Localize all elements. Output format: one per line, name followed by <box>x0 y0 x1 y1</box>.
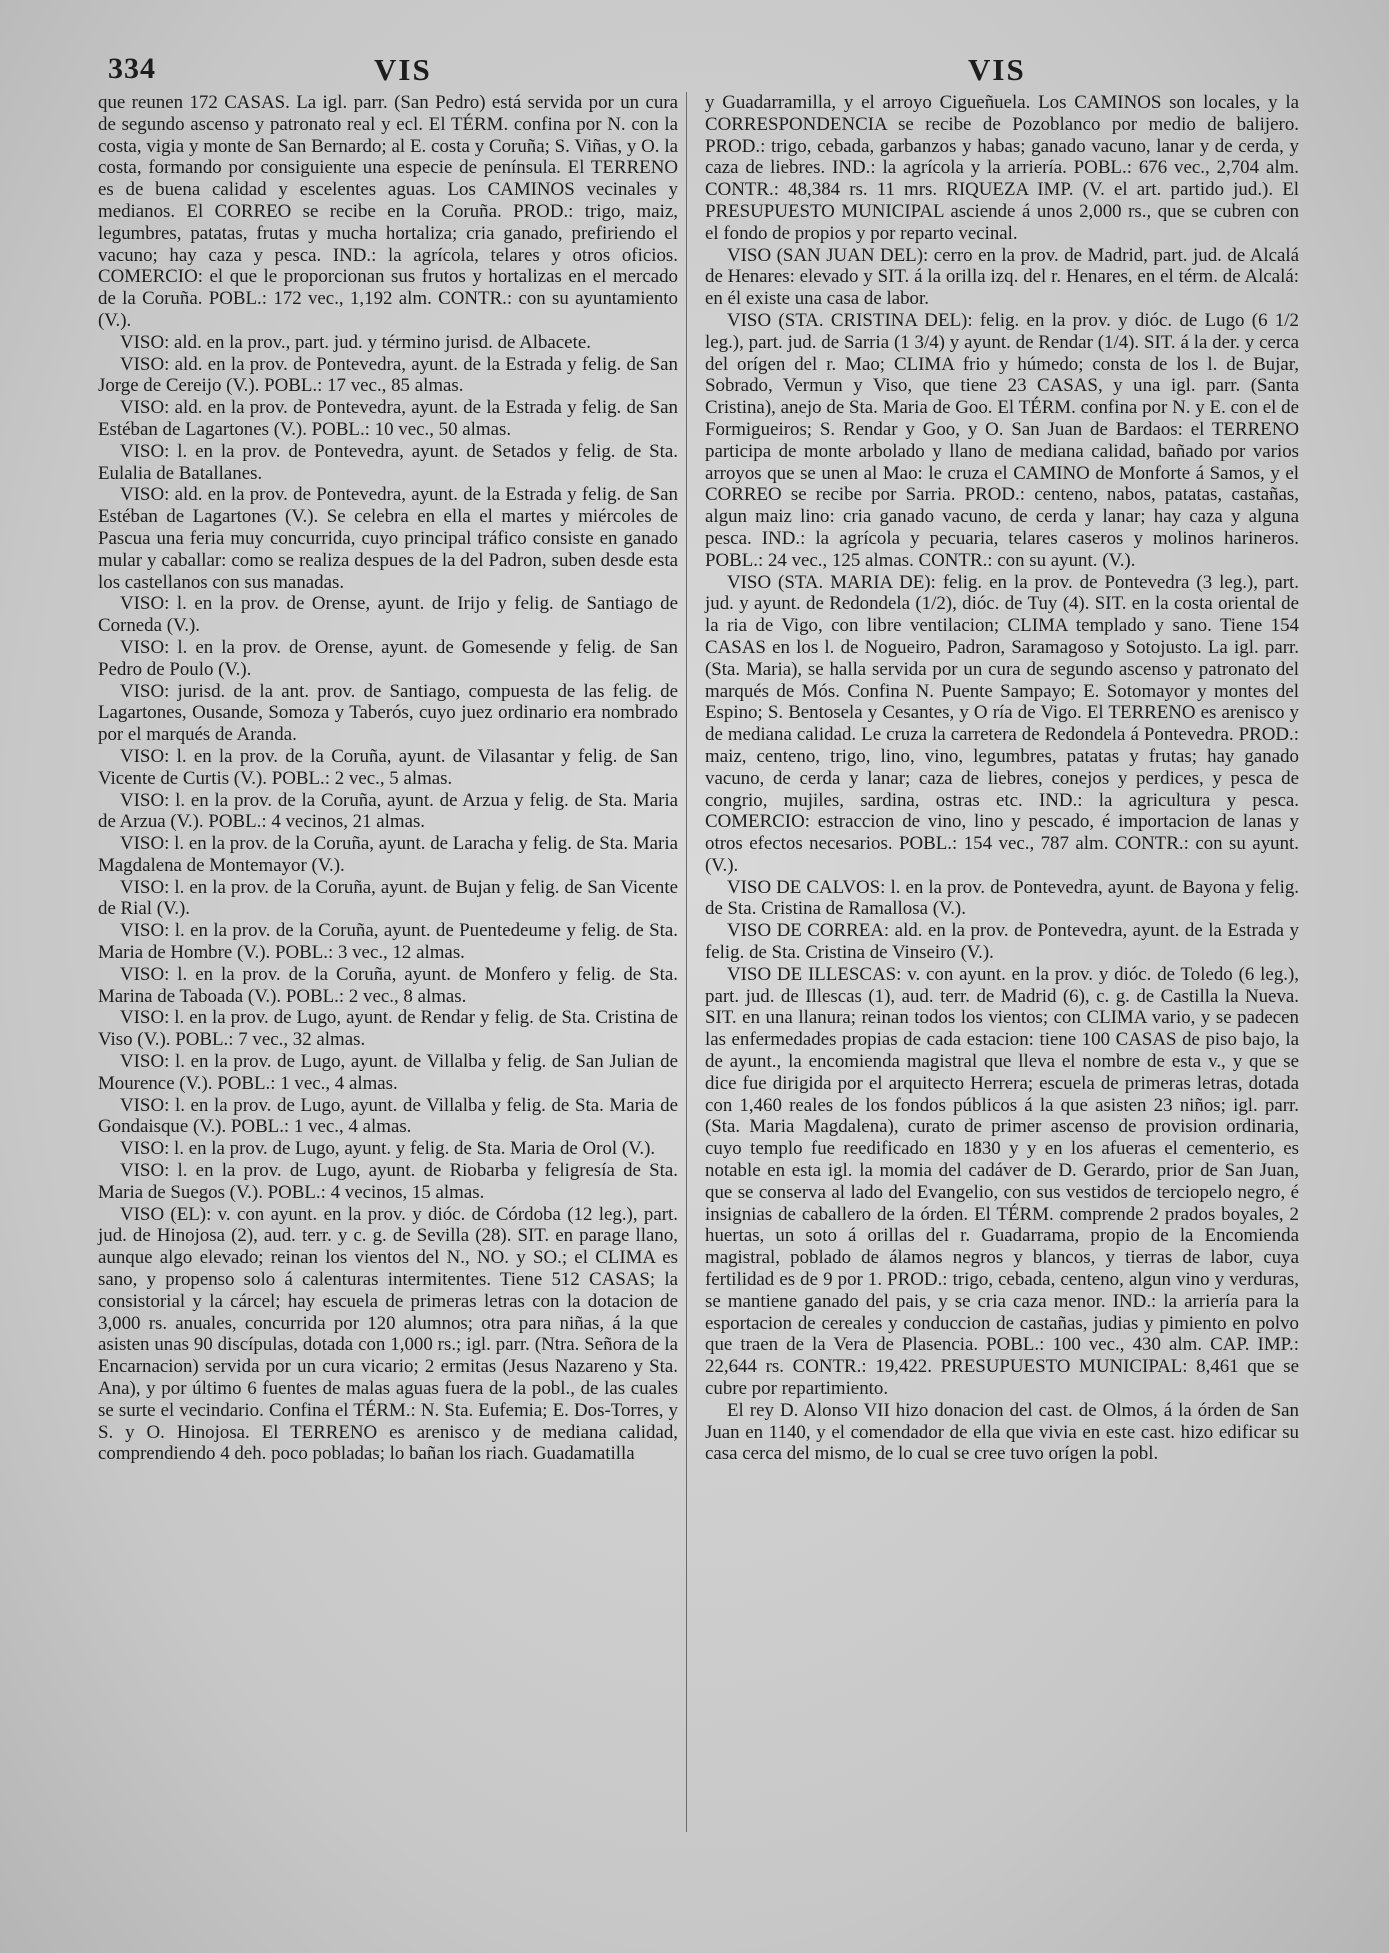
entry: VISO DE ILLESCAS: v. con ayunt. en la prov. y dióc. de Toledo (6 leg.), part. jud. de Illescas (1), aud. terr. de Madrid (6), c. g. de Castilla la Nueva. SIT. en una llanura; reinan todos los vientos; con CLIMA vario, y se padecen las enfermedades propias de cada estacion: tiene 100 CASAS de piso bajo, la de ayunt., la encomienda magistral que lleva el nombre de esta v., y que se dice fue dirigida por el arquitecto Herrera; escuela de primeras letras, dotada con 1,460 reales de los fondos públicos á la que asisten 23 niños; igl. parr. (Sta. Maria Magdalena), curato de primer ascenso de provision ordinaria, cuyo templo fue reedificado en 1830 y y en los afueras el cementerio, es notable en esta igl. la momia del cadáver de D. Gerardo, prior de San Juan, que se conserva al lado del Evangelio, con sus vestidos de terciopelo negro, é insignias de caballero de la órden. El TÉRM. comprende 2 prados boyales, 2 huertas, un soto á orillas del r. Guadarrama, propio de la Encomienda magistral, poblado de álamos negros y blancos, y tierras de labor, cuya fertilidad es de 9 por 1. PROD.: trigo, cebada, centeno, algun vino y verduras, se mantiene ganado del pais, y se cria caza menor. IND.: la arriería para la esportacion de cereales y conduccion de castañas, judias y pimiento en polvo que traen de la Vera de Plasencia. POBL.: 100 vec., 430 alm. CAP. IMP.: 22,644 rs. CONTR.: 19,422. PRESUPUESTO MUNICIPAL: 8,461 que se cubre por repartimiento. <box>705 963 1299 1400</box>
entry: VISO: jurisd. de la ant. prov. de Santiago, compuesta de las felig. de Lagartones, Ousande, Somoza y Taberós, cuyo juez ordinario era nombrado por el marqués de Aranda. <box>98 680 678 746</box>
entry: VISO: ald. en la prov. de Pontevedra, ayunt. de la Estrada y felig. de San Estéban de Lagartones (V.). Se celebra en ella el martes y miércoles de Pascua una feria muy concurrida, cuyo principal tráfico consiste en ganado mular y caballar: como se realiza despues de la del Padron, suben desde esta los castellanos con sus manadas. <box>98 484 678 593</box>
right-column <box>705 92 1299 1465</box>
entry: VISO: l. en la prov. de Lugo, ayunt. de Rendar y felig. de Sta. Cristina de Viso (V.). POBL.: 7 vec., 32 almas. <box>98 1007 678 1051</box>
entry: VISO: l. en la prov. de Lugo, ayunt. de Riobarba y feligresía de Sta. Maria de Suegos (V.). POBL.: 4 vecinos, 15 almas. <box>98 1160 678 1203</box>
page-header <box>0 52 1389 92</box>
running-head-right: VIS <box>968 52 1026 87</box>
entry: VISO: l. en la prov. de Pontevedra, ayunt. de Setados y felig. de Sta. Eulalia de Batallanes. <box>98 440 678 484</box>
entry: VISO (STA. MARIA DE): felig. en la prov. de Pontevedra (3 leg.), part. jud. y ayunt. de Redondela (1/2), dióc. de Tuy (4). SIT. en la costa oriental de la ria de Vigo, con libre ventilacion; CLIMA templado y sano. Tiene 154 CASAS en los l. de Nogueiro, Padron, Saramagoso y Sotojusto. La igl. parr. (Sta. Maria), se halla servida por un cura de segundo ascenso y patronato del marqués de Mós. Confina N. Puente Sampayo; E. Sotomayor y montes del Espino; S. Bentosela y Cesantes, y O ría de Vigo. El TERRENO es arenisco y de mediana calidad. Le cruza la carretera de Redondela á Pontevedra. PROD.: maiz, centeno, trigo, lino, vino, legumbres, patatas y frutas; hay ganado vacuno, de cerda y lanar; caza de liebres, conejos y perdices, y pesca de congrio, mujiles, sardina, ostras etc. IND.: la agricultura y pesca. COMERCIO: estraccion de vino, lino y pescado, é importacion de lanas y otros efectos necesarios. POBL.: 154 vec., 787 alm. CONTR.: con su ayunt. (V.). <box>705 571 1299 876</box>
entry: VISO: ald. en la prov. de Pontevedra, ayunt. de la Estrada y felig. de San Estéban de Lagartones (V.). POBL.: 10 vec., 50 almas. <box>98 397 678 440</box>
entry: VISO: l. en la prov. de la Coruña, ayunt. de Vilasantar y felig. de San Vicente de Curtis (V.). POBL.: 2 vec., 5 almas. <box>98 745 678 789</box>
entry: VISO: l. en la prov. de la Coruña, ayunt. de Monfero y felig. de Sta. Marina de Taboada (V.). POBL.: 2 vec., 8 almas. <box>98 963 678 1007</box>
entry: VISO: l. en la prov. de la Coruña, ayunt. de Laracha y felig. de Sta. Maria Magdalena de Montemayor (V.). <box>98 833 678 876</box>
entry: VISO DE CORREA: ald. en la prov. de Pontevedra, ayunt. de la Estrada y felig. de Sta. Cristina de Vinseiro (V.). <box>705 920 1299 964</box>
column-divider <box>686 92 687 1832</box>
entry: VISO: l. en la prov. de la Coruña, ayunt. de Arzua y felig. de Sta. Maria de Arzua (V.). POBL.: 4 vecinos, 21 almas. <box>98 789 678 833</box>
left-column <box>98 92 678 1465</box>
entry: VISO (STA. CRISTINA DEL): felig. en la prov. y dióc. de Lugo (6 1/2 leg.), part. jud. de Sarria (1 3/4) y ayunt. de Rendar (1/4). SIT. á la der. y cerca del orígen del r. Mao; CLIMA frio y húmedo; consta de los l. de Bujar, Sobrado, Vermun y Viso, que tiene 23 CASAS, y una igl. parr. (Santa Cristina), anejo de Sta. Maria de Goo. El TÉRM. confina por N. y E. con el de Formigueiros; S. Rendar y Goo, y O. San Juan de Bardaos: el TERRENO participa de monte arbolado y llano de mediana calidad, bañado por varios arroyos que se unen al Mao: le cruza el CAMINO de Monforte á Samos, y el CORREO se recibe por Sarria. PROD.: centeno, nabos, patatas, castañas, algun maiz lino: cria ganado vacuno, de cerda y lanar; hay caza y alguna pesca. IND.: la agrícola y pecuaria, telares caseros y molinos harineros. POBL.: 24 vec., 125 almas. CONTR.: con su ayunt. (V.). <box>705 309 1299 571</box>
entry: VISO: l. en la prov. de la Coruña, ayunt. de Puentedeume y felig. de Sta. Maria de Hombre (V.). POBL.: 3 vec., 12 almas. <box>98 920 678 964</box>
entry: VISO: l. en la prov. de Lugo, ayunt. y felig. de Sta. Maria de Orol (V.). <box>120 1138 656 1160</box>
entry-continuation: y Guadarramilla, y el arroyo Cigueñuela. Los CAMINOS son locales, y la CORRESPONDENCIA se recibe de Pozoblanco por medio de balijero. PROD.: trigo, cebada, garbanzos y habas; ganado vacuno, lanar y de cerda, y caza de liebres. IND.: la agrícola y la arriería. POBL.: 676 vec., 2,704 alm. CONTR.: 48,384 rs. 11 mrs. RIQUEZA IMP. (V. el art. partido jud.). El PRESUPUESTO MUNICIPAL asciende á unos 2,000 rs., que se cubren con el fondo de propios y por reparto vecinal. <box>705 92 1299 244</box>
entry-continuation: que reunen 172 CASAS. La igl. parr. (San Pedro) está servida por un cura de segundo ascenso y patronato real y ecl. El TÉRM. confina por N. con la costa, vigia y monte de San Bernardo; al E. costa y Coruña; S. Viñas, y O. la costa, formando por consiguiente una especie de península. El TERRENO es de buena calidad y escelentes aguas. Los CAMINOS vecinales y medianos. El CORREO se recibe en la Coruña. PROD.: trigo, maiz, legumbres, patatas, frutas y mucha hortaliza; cria ganado, prefiriendo el vacuno; hay caza y pesca. IND.: la agrícola, telares y otros oficios. COMERCIO: el que le proporcionan sus frutos y hortalizas en el mercado de la Coruña. POBL.: 172 vec., 1,192 alm. CONTR.: con su ayuntamiento (V.). <box>98 92 678 331</box>
entry: VISO: l. en la prov. de Lugo, ayunt. de Villalba y felig. de Sta. Maria de Gondaisque (V.). POBL.: 1 vec., 4 almas. <box>98 1094 678 1138</box>
entry: VISO (EL): v. con ayunt. en la prov. y dióc. de Córdoba (12 leg.), part. jud. de Hinojosa (2), aud. terr. y c. g. de Sevilla (28). SIT. en parage llano, aunque algo elevado; reinan los vientos del N., NO. y SO.; el CLIMA es sano, y propenso solo á calenturas intermitentes. Tiene 512 CASAS; la consistorial y la cárcel; hay escuela de primeras letras con la dotacion de 3,000 rs. anuales, concurrida por 120 alumnos; otra para niñas, á la que asisten unas 90 discípulas, dotada con 1,000 rs.; igl. parr. (Ntra. Señora de la Encarnacion) servida por un cura vicario; 2 ermitas (Jesus Nazareno y Sta. Ana), y por último 6 fuentes de malas aguas fuera de la pobl., de las cuales se surte el vecindario. Confina el TÉRM.: N. Sta. Eufemia; E. Dos-Torres, y S. y O. Hinojosa. El TERRENO es arenisco y de mediana calidad, comprendiendo 4 deh. poco pobladas; lo bañan los riach. Guadamatilla <box>98 1203 678 1465</box>
entry: VISO (SAN JUAN DEL): cerro en la prov. de Madrid, part. jud. de Alcalá de Henares: elevado y SIT. á la orilla izq. del r. Henares, en el térm. de Alcalá: en él existe una casa de labor. <box>705 244 1299 310</box>
entry: VISO: ald. en la prov., part. jud. y término jurisd. de Albacete. <box>120 331 591 353</box>
entry: VISO: l. en la prov. de Lugo, ayunt. de Villalba y felig. de San Julian de Mourence (V.). POBL.: 1 vec., 4 almas. <box>98 1051 678 1094</box>
entry: VISO: l. en la prov. de Orense, ayunt. de Gomesende y felig. de San Pedro de Poulo (V.). <box>98 636 678 680</box>
page-number: 334 <box>108 52 156 85</box>
entry: VISO: l. en la prov. de Orense, ayunt. de Irijo y felig. de Santiago de Corneda (V.). <box>98 593 678 637</box>
entry: VISO DE CALVOS: l. en la prov. de Pontevedra, ayunt. de Bayona y felig. de Sta. Cristina de Ramallosa (V.). <box>705 876 1299 920</box>
running-head-left: VIS <box>374 52 432 87</box>
entry: El rey D. Alonso VII hizo donacion del cast. de Olmos, á la órden de San Juan en 1140, y el comendador de ella que vivia en este cast. hizo edificar su casa cerca del mismo, de lo cual se cree tuvo orígen la pobl. <box>705 1399 1299 1465</box>
entry: VISO: ald. en la prov. de Pontevedra, ayunt. de la Estrada y felig. de San Jorge de Cereijo (V.). POBL.: 17 vec., 85 almas. <box>98 353 678 397</box>
entry: VISO: l. en la prov. de la Coruña, ayunt. de Bujan y felig. de San Vicente de Rial (V.). <box>98 876 678 920</box>
